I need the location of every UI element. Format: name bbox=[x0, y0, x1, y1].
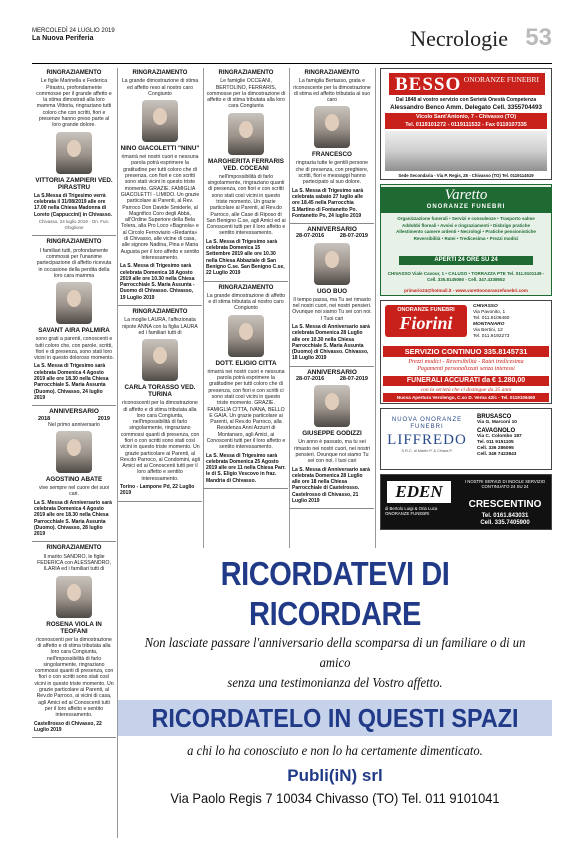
fiorini-logo bbox=[385, 305, 467, 337]
promo-text: a chi lo ha conosciuto e non lo ha certamente dimenticato. bbox=[187, 744, 483, 759]
notice-separator bbox=[204, 281, 288, 282]
notice-text: rimarrà nei nostri cuori e nessuna parola potrà esprimere la gratitudine per tutti coloro che di presenza, con fiori e con scritti sono stati vicini in questo triste momento. GRAZIE. FAMIGLIA GIACOLETTI - LIMIDO. Un grazie particolare ai Parenti, al Rev. Parroco Don Davide Smiderle, al Magnifico Coro degli Abbà, all'Ordine Superiore della Bela Tolera, alla Pro Loco «Bagnola» e al Circolo Ferroviario «Redanta» di Chivasso, alle vicine di casa, alle signore Nadina, Pina e Maria Augusta per il loro affetto e sentito interessamento. bbox=[120, 154, 200, 261]
deceased-name: GIUSEPPE GODIZZI bbox=[302, 430, 362, 438]
ad-liffredo[interactable] bbox=[380, 408, 552, 470]
page-number: 53 bbox=[525, 24, 552, 51]
notice-separator bbox=[204, 488, 288, 489]
fiorini-new-office: Nuova Apertura Verolengo, C.so D. Verna 42/c - Tel. 0119106460 bbox=[383, 393, 549, 402]
deceased-name: CARLA TORASSO VED. TURINA bbox=[124, 384, 196, 399]
funeral-home-ads bbox=[380, 68, 552, 534]
notice-separator bbox=[118, 305, 202, 306]
column-divider bbox=[289, 68, 290, 548]
notice-title: RINGRAZIAMENTO bbox=[218, 284, 274, 291]
notice-separator bbox=[32, 541, 116, 542]
notice-separator bbox=[118, 501, 202, 502]
liffredo-owners: S.R.C. di Martin P. & Chiara P. bbox=[401, 449, 453, 453]
besso-secondary-office: Sede Secondaria - Via P. Regis, 28 - Chivasso (TO) Tel. 0119114519 bbox=[398, 173, 534, 178]
besso-address: Vicolo Sant'Antonio, 7 - Chivasso (TO) bbox=[415, 114, 517, 120]
varetto-service-line: Allestimento camere ardenti • Necrologi • Pratiche pensionistiche bbox=[396, 229, 536, 235]
notice-title: RINGRAZIAMENTO bbox=[46, 239, 102, 246]
notice-text: La grande dimostrazione di affetto e di stima tributata al nostro caro Congiunto bbox=[206, 292, 286, 312]
anniversary-date-from: 28-07-2016 bbox=[296, 233, 325, 240]
anniversary-date-from: 2018 bbox=[38, 415, 51, 422]
varetto-name: Varetto bbox=[444, 187, 488, 203]
besso-contact: Alessandro Benco Amm. Delegato Cell. 3355704493 bbox=[390, 104, 542, 111]
portrait-photo bbox=[228, 113, 264, 155]
mass-info: La S. Messa di Trigesimo sarà celebrata sabato 27 luglio alle ore 18.45 nella Parrocchia S.Martino di Fontanetto Po. Fontanetto Po, 24 luglio 2019 bbox=[292, 187, 364, 219]
notice-title: RINGRAZIAMENTO bbox=[132, 70, 188, 76]
obituary-notice bbox=[118, 309, 202, 497]
varetto-contacts: CHIVASSO Viale Cavour, 1 • CALUSO • TORRAZZA PTE Tel. 011.9101149 - Cell. 335.8145060 - Cell. 347.4338652 bbox=[387, 271, 545, 283]
eden-owners: di Bertolo Luigi & Oria Luca ONORANZE FUNEBRI bbox=[385, 506, 438, 517]
anniversary-date-to: 28-07-2019 bbox=[339, 376, 368, 383]
ad-besso[interactable] bbox=[380, 68, 552, 180]
liffredo-addresses bbox=[477, 412, 547, 458]
fiorini-name: Fiorini bbox=[399, 313, 453, 333]
mass-info: La S. Messa di Trigesimo sarà celebrata Domenica 18 Agosto 2019 alle ore 10.30 nella Chiesa Parrocchiale S. Maria Assunta - Duomo di Chivasso. Chivasso, 19 Luglio 2019 bbox=[120, 263, 195, 301]
deceased-name: UGO BUO bbox=[316, 287, 348, 295]
deceased-name: FRANCESCO bbox=[312, 151, 352, 159]
anniversary-date-from: 28-07-2016 bbox=[296, 376, 325, 383]
column-divider bbox=[375, 68, 376, 548]
notice-text: riconoscenti per la dimostrazione di affetto e di stima tributata alla loro cara Congiunta, nell'impossibilità di farlo singolarmente, ringraziano commossi quanti di presenza, con fiori o con scritti sono stati così vicini in questo triste momento. Un grazie particolare ai Parenti, al Rev.do Parroco, ai Condomini, agli Amici ed ai Conoscenti tutti per il loro affetto e sentito interessamento. bbox=[120, 400, 200, 482]
promo-headline: RICORDATEVI DI RICORDARE bbox=[220, 555, 450, 632]
notice-text: La grande dimostrazione di stima ed affetto reso al nostro caro Congiunto bbox=[121, 78, 199, 97]
notice-text: ringrazia tutte le gentili persone che di presenza, con preghiere, scritti, fiori e messaggi hanno partecipato al suo dolore. bbox=[295, 160, 369, 186]
liffredo-address: Via C. Colombo 187 bbox=[477, 434, 522, 439]
fiorini-offer: Prezzi modici - Reversibilità - Ratei tredicesima bbox=[408, 359, 524, 365]
besso-sub: ONORANZE FUNEBRI bbox=[463, 75, 539, 84]
fiorini-service-line: SERVIZIO CONTINUO 335.8145731 bbox=[383, 346, 549, 357]
anniversary-title: ANNIVERSARIO bbox=[307, 226, 357, 234]
notice-text: La famiglia Bertasso, grata e riconoscente per la dimostrazione di stima ed affetto tributata al suo caro bbox=[293, 78, 371, 104]
fiorini-sub: ONORANZE FUNEBRI bbox=[397, 307, 455, 313]
ad-fiorini[interactable] bbox=[380, 300, 552, 404]
column-divider bbox=[203, 68, 204, 548]
obituary-notice bbox=[290, 227, 374, 362]
notice-separator bbox=[32, 737, 116, 738]
portrait-photo bbox=[314, 243, 350, 285]
liffredo-address: Via G. Marconi 10 bbox=[477, 420, 517, 425]
notice-separator bbox=[32, 405, 116, 406]
promo-brand: Publi(iN) srl bbox=[287, 766, 383, 785]
portrait-photo bbox=[56, 431, 92, 473]
obituary-notice bbox=[118, 70, 202, 301]
obituary-notice bbox=[32, 239, 116, 401]
notice-separator bbox=[290, 223, 374, 224]
portrait-photo bbox=[56, 282, 92, 324]
notice-separator bbox=[290, 366, 374, 367]
notice-text: La moglie LAURA, l'affezionata nipote ANNA con la figlia LAURA ed i familiari tutti di bbox=[122, 317, 198, 336]
liffredo-sub: NUOVA ONORANZE FUNEBRI bbox=[391, 417, 463, 430]
notice-text: sono grati a parenti, conoscenti e tutti coloro che, con parole, scritti, fiori e di presenza, sono stati loro vicini in questo doloroso momento. bbox=[34, 336, 114, 362]
notice-text: Un anno è passato, ma tu sei rimasto nei nostri cuori, nei nostri pensieri. Ovunque noi siamo Tu sei con noi. I tuoi cari bbox=[293, 439, 371, 465]
ad-eden[interactable] bbox=[380, 474, 552, 530]
section-title: Necrologie bbox=[410, 26, 508, 51]
portrait-photo bbox=[56, 576, 92, 618]
notice-text: rimarrà nei nostri cuori e nessuna parola potrà esprimere la gratitudine per tutti coloro che di presenza, con fiori e con scritti ci sono stati così vicini in questo triste momento. GRAZIE. FAMIGLIA CITTA, IVANA, BELLO E GAIA. Un grazie particolare ai Parenti, al Rev.do Parroco, alla Residenza Anni Azzurri di Montanaro, agli Amici, ai Conoscenti tutti per il loro affetto e sentito interessamento. bbox=[206, 368, 286, 451]
fiorini-address: Via Pavonito, 1 bbox=[473, 310, 506, 315]
varetto-hours: APERTI 24 ORE SU 24 bbox=[399, 256, 533, 265]
liffredo-phone: Cell. 336 286095 bbox=[477, 446, 514, 451]
notice-separator bbox=[290, 508, 374, 509]
notice-text: Il tempo passa, ma Tu sei rimasto nel nostri cuori, nei nostri pensieri. Ovunque noi siamo Tu sei con noi. I Tuoi cari bbox=[292, 296, 372, 322]
deceased-name: AGOSTINO ABATE bbox=[45, 476, 103, 484]
portrait-photo bbox=[314, 385, 350, 427]
portrait-photo bbox=[314, 106, 350, 148]
portrait-photo bbox=[142, 100, 178, 142]
obituary-notice bbox=[204, 70, 288, 277]
liffredo-phone: Cell. 349 7423843 bbox=[477, 452, 517, 457]
deceased-name: SAVANT AIRA PALMIRA bbox=[38, 327, 110, 335]
besso-phones: Tel. 0119101272 - 0119111532 - Fax 0119107335 bbox=[405, 122, 527, 128]
deceased-name: NINO GIACOLETTI "NINU" bbox=[120, 145, 200, 153]
fiorini-city: CHIVASSO bbox=[473, 304, 498, 309]
notice-text: vive sempre nel cuore dei suoi cari. bbox=[38, 485, 110, 498]
obituary-column-3 bbox=[204, 68, 288, 548]
deceased-name: VITTORIA ZAMPIERI VED. PIRASTRU bbox=[35, 176, 113, 191]
anniversary-date-to: 2019 bbox=[97, 415, 110, 422]
varetto-sub: ONORANZE FUNEBRI bbox=[426, 204, 506, 210]
varetto-service-line: Addobbi floreali • Avvisi e ringraziamenti • Disbrigo pratiche bbox=[401, 222, 531, 228]
fiorini-city: MONTANARO bbox=[473, 322, 505, 327]
promo-band bbox=[118, 700, 552, 736]
deceased-name: MARGHERITA FERRARIS VED. COCEANI bbox=[208, 157, 284, 172]
fiorini-address: Via Bertini, 12 bbox=[473, 328, 503, 333]
mass-info: Castellrosso di Chivasso, 22 Luglio 2019 bbox=[34, 720, 102, 733]
eden-logo: EDEN bbox=[387, 481, 451, 503]
promo-text: senza una testimonianza del Vostro affetto. bbox=[227, 676, 443, 691]
ad-varetto[interactable] bbox=[380, 184, 552, 296]
obituary-notice bbox=[32, 70, 116, 231]
deceased-name: DOTT. ELIGIO CITTA bbox=[215, 359, 277, 367]
obituary-column-2 bbox=[118, 68, 202, 548]
notice-text: nell'impossibilità di farlo singolarmente, ringraziano quanti di presenza, con fiori e con scritti sono stati così vicini in questo triste momento. Un grazie particolare ai Parenti, al Rev.do Parroco, alle Case di Riposo di San Benigno C.se, agli Amici ed ai Conoscenti tutti per il loro affetto e sentito interessamento. bbox=[206, 173, 286, 237]
besso-address-bar bbox=[385, 113, 547, 129]
eden-phones bbox=[463, 513, 547, 527]
besso-name: BESSO bbox=[395, 74, 462, 95]
mass-info: Torino - Lampone Pd, 22 Luglio 2019 bbox=[120, 484, 195, 497]
notice-text: Le figlie Marinella e Federica Pirastru, profondamente commosse per il grande affetto e la stima dimostrati alla loro mamma Vittoria, ringraziano tutti coloro che con scritti, fiori e presenze hanno preso parte al loro grande dolore. bbox=[36, 78, 112, 129]
mass-info: La S.Messa di Trigesimo verrà celebrata il 31/08/2019 alle ore 17.00 nella Chiesa Madonna di Loreto (Cappuccini) in Chivasso. bbox=[34, 192, 113, 218]
promo-subheadline: RICORDATELO IN QUESTI SPAZI bbox=[151, 703, 519, 733]
notice-title: RINGRAZIAMENTO bbox=[46, 545, 102, 552]
notice-title: RINGRAZIAMENTO bbox=[304, 70, 360, 76]
obituary-column-1 bbox=[32, 68, 116, 838]
fiorini-addresses bbox=[473, 304, 547, 340]
liffredo-phone: Tel. 011 9151105 bbox=[477, 440, 514, 445]
besso-logo bbox=[389, 73, 545, 95]
obituary-notice bbox=[32, 545, 116, 733]
varetto-service-line: Reversibilità • Ratei • Tredicesima • Prezzi modici bbox=[413, 235, 519, 241]
mass-info: La S. Messa di Anniversario sarà celebrata Domenica 28 Luglio alle ore 10.30 nella Chiesa Parrocchiale S. Maria Assunta (Duomo) di Chivasso. Chivasso, 18 Luglio 2019 bbox=[292, 323, 370, 362]
mass-info: La S. Messa di Trigesimo sarà celebrata Domenica 15 Settembre 2019 alle ore 10.30 nella Chiesa Abbaziale di San Benigno C.se. San Benigno C.se, 22 Luglio 2019 bbox=[206, 238, 285, 277]
notice-text: Il marito SANDRO, le figlie FEDERICA con ALESSANDRO, ILARIA ed i familiari tutti di bbox=[37, 553, 111, 573]
notice-text: Le famiglie OCCEANI, BERTOLINO, FERRARIS, commosse per la dimostrazione di affetto e di stima tributata alla loro cara Congiunta bbox=[206, 78, 286, 110]
fiorini-offer: Pagamenti personalizzati senza interessi bbox=[417, 366, 515, 373]
besso-tagline: Dal 1848 al vostro servizio con Serietà Onestà Competenza bbox=[395, 97, 537, 103]
eden-phone: Tel. 0161.843031 bbox=[481, 513, 529, 519]
liffredo-city: CAVAGNOLO bbox=[477, 428, 516, 434]
varetto-website[interactable]: primario24@hotmail.it - www.varettoonoranzefunebri.com bbox=[404, 288, 528, 293]
portrait-photo bbox=[228, 315, 264, 357]
hearse-photo bbox=[385, 131, 547, 171]
fiorini-offers bbox=[383, 359, 549, 374]
varetto-logo bbox=[381, 187, 551, 213]
page-header bbox=[32, 20, 552, 64]
obituary-column-4 bbox=[290, 68, 374, 548]
mass-info: La S. Messa di Trigesimo sarà celebrata Domenica 4 Agosto 2019 alle ore 18.30 nella Chiesa Parrocchiale S. Maria Assunta (Duomo). Chivasso, 24 luglio 2019 bbox=[34, 363, 109, 401]
obituary-notice bbox=[290, 70, 374, 219]
fiorini-slogan: con la serietà che ci distingue da 35 anni bbox=[420, 387, 512, 393]
anniversary-dates bbox=[292, 376, 372, 382]
notice-text: I familiari tutti, profondamente commossi per l'unanime partecipazione di affetto ricevuta in occasione della perdita della loro cara mamma bbox=[36, 247, 112, 279]
portrait-photo bbox=[142, 339, 178, 381]
mass-info: La S. Messa di Trigesimo sarà celebrata Domenica 25 Agosto 2019 alle ore 11 nella Chiesa Parr. le di S. Eligio Vescovo in fraz. Mandria di Chivasso. bbox=[206, 452, 286, 484]
promo-text: Non lasciate passare l'anniversario della scomparsa di un familiare o di un amico bbox=[144, 636, 526, 671]
varetto-services bbox=[385, 216, 547, 242]
memorial-promo bbox=[118, 552, 552, 838]
deceased-name: ROSENA VIOLA IN TEOFANI bbox=[46, 620, 102, 635]
notice-signature: Chivasso, 24 luglio 2019 · On. Fun. Ghiglione bbox=[38, 218, 110, 231]
anniversary-dates bbox=[292, 233, 372, 239]
obituary-notice bbox=[204, 285, 288, 485]
portrait-photo bbox=[56, 132, 92, 174]
fiorini-phone: Tel. 011.9106460 bbox=[473, 316, 510, 321]
notice-title: RINGRAZIAMENTO bbox=[218, 70, 274, 76]
notice-separator bbox=[32, 235, 116, 236]
varetto-service-line: Organizzazione funerali • Servizi e consulenze • Trasporto salme bbox=[397, 216, 535, 221]
promo-address: Via Paolo Regis 7 10034 Chivasso (TO) Tel. 011 9101041 bbox=[170, 790, 500, 806]
liffredo-logo bbox=[385, 417, 469, 463]
eden-phone: Cell. 335.7405900 bbox=[480, 520, 530, 526]
mass-info: La S. Messa di Anniversario sarà celebrata Domenica 4 Agosto 2019 alle ore 18.30 nella Chiesa Parrocchiale S. Maria Assunta (Duomo). Chivasso, 28 luglio 2019 bbox=[34, 499, 112, 538]
liffredo-name: LIFFREDO bbox=[387, 432, 467, 448]
obituary-notice bbox=[32, 409, 116, 537]
anniversary-title: ANNIVERSARIO bbox=[49, 408, 99, 416]
obituary-notice bbox=[290, 370, 374, 505]
notice-title: RINGRAZIAMENTO bbox=[46, 70, 102, 76]
liffredo-city: BRUSASCO bbox=[477, 414, 512, 420]
eden-service: I NOSTRI SERVIZI DI INDOLE SERVIZIO CONTINUATO 24 SU 24 bbox=[464, 479, 546, 490]
notice-title: RINGRAZIAMENTO bbox=[132, 309, 188, 316]
newspaper-name: La Nuova Periferia bbox=[32, 35, 94, 42]
issue-date: MERCOLEDÌ 24 LUGLIO 2019 bbox=[32, 28, 115, 34]
anniversary-date-to: 28-07-2019 bbox=[339, 233, 368, 240]
fiorini-phone: Tel. 011.9192273 bbox=[473, 334, 510, 339]
notice-text: Nel primo anniversario bbox=[48, 421, 100, 428]
anniversary-title: ANNIVERSARIO bbox=[307, 368, 357, 376]
notice-text: riconoscenti per la dimostrazione di affetto e di stima tributata alla loro cara Congiunta, nell'impossibilità di farlo singolarmente, ringraziano commossi quanti di presenza, con fiori o con scritti sono stati così vicini in questo triste momento. Un grazie particolare ai Parenti, al Rev.do Parroco, ai vicini di casa, agli Amici ed ai Conoscenti tutti per il loro affetto e sentito interessamento. bbox=[34, 636, 114, 719]
fiorini-price: FUNERALI ACCURATI da € 1.280,00 bbox=[383, 376, 549, 386]
eden-city: CRESCENTINO bbox=[468, 499, 542, 510]
mass-info: La S. Messa di Anniversario sarà celebrata Domenica 28 Luglio alle ore 18 nella Chiesa Parrocchiale di Castelrosso. Castelrosso di Chivasso, 21 Luglio 2019 bbox=[292, 466, 370, 504]
